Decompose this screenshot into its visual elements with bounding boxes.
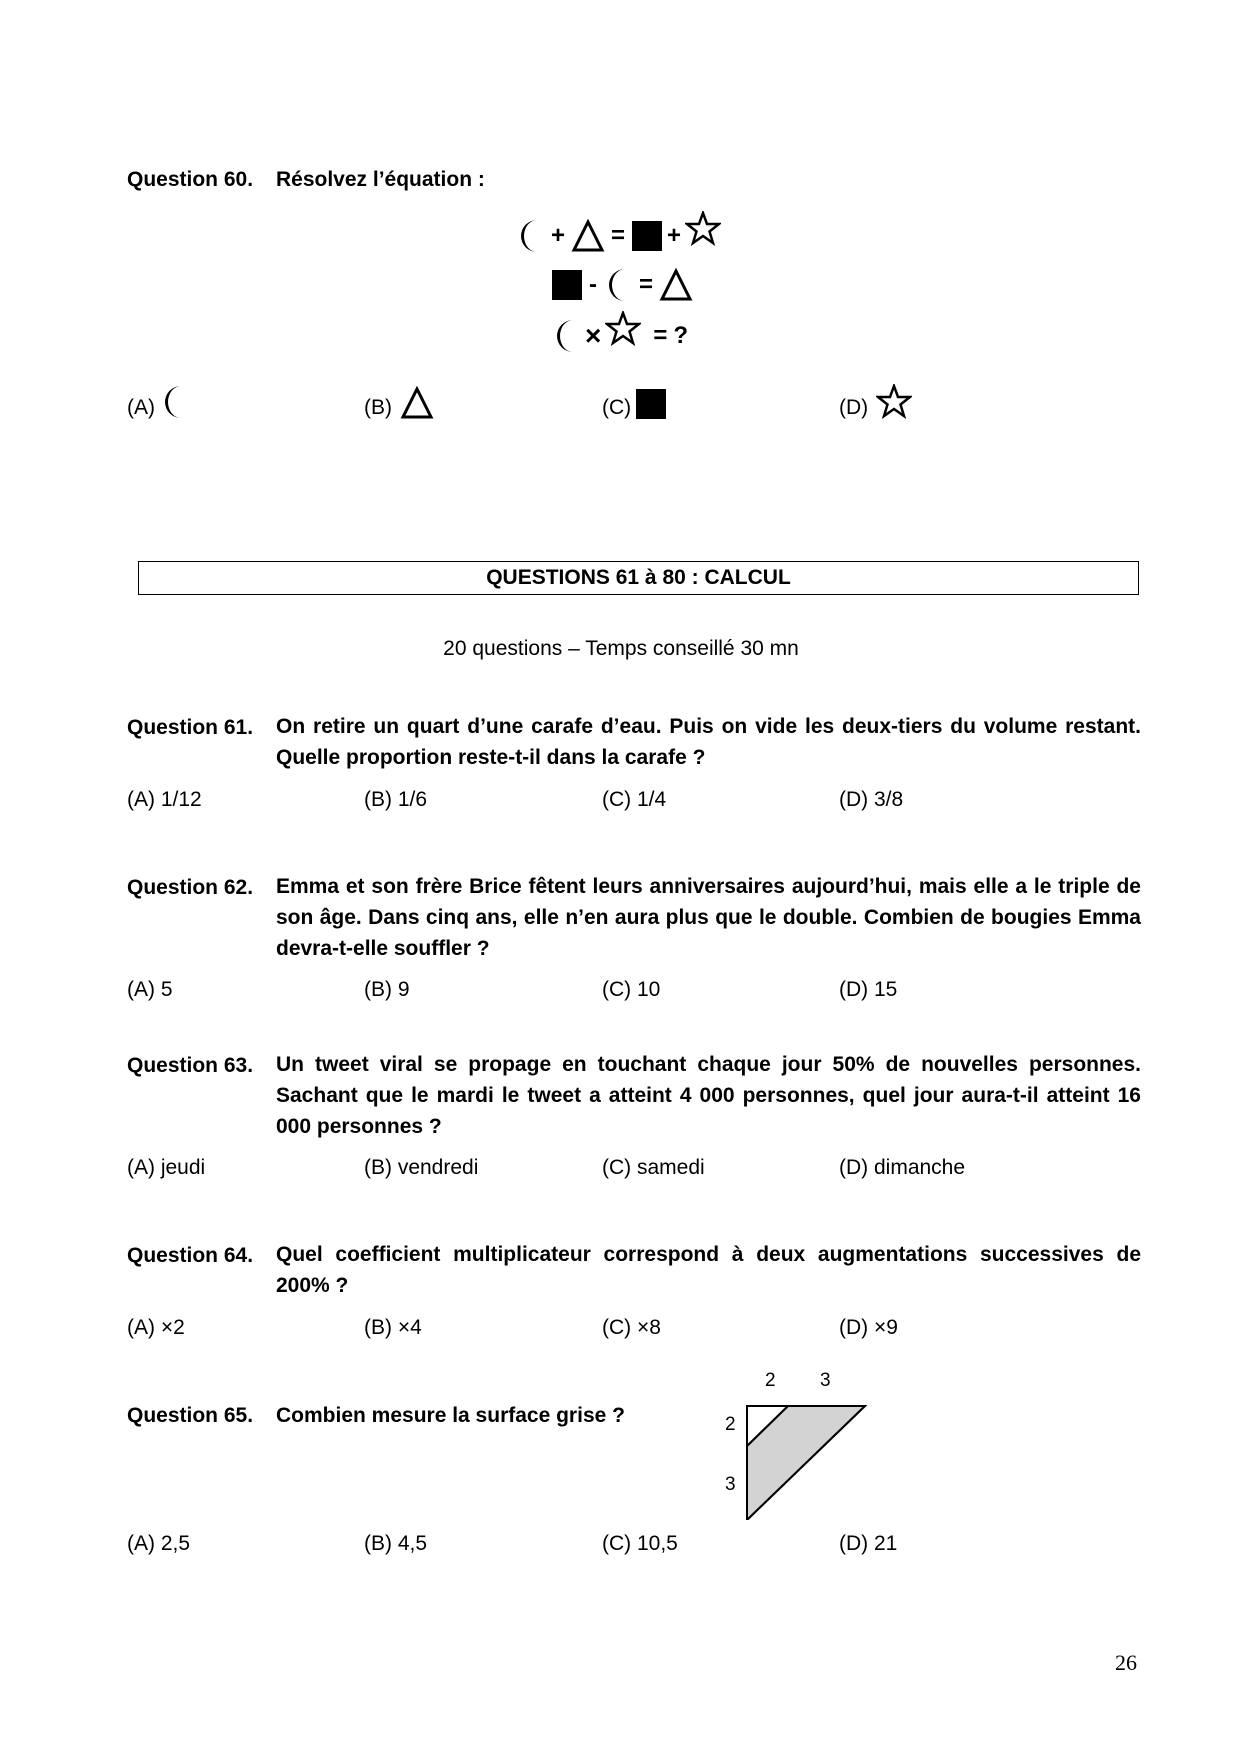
moon-icon bbox=[515, 218, 545, 254]
option-b-label: (B) bbox=[364, 396, 392, 419]
question-60-label: Question 60. bbox=[127, 168, 254, 191]
plus-operator: + bbox=[551, 222, 566, 249]
question-65-label: Question 65. bbox=[127, 1404, 254, 1427]
option-c[interactable] bbox=[602, 396, 667, 420]
triangle-icon bbox=[400, 386, 434, 420]
moon-icon bbox=[603, 267, 633, 303]
option-b[interactable]: (B) 1/6 bbox=[364, 788, 428, 811]
question-63-options bbox=[127, 1156, 1087, 1186]
triangle-icon bbox=[659, 268, 693, 302]
option-b[interactable]: (B) 9 bbox=[364, 978, 410, 1001]
question-65-text: Combien mesure la surface grise ? bbox=[276, 1404, 625, 1427]
option-b[interactable]: (B) 4,5 bbox=[364, 1532, 428, 1555]
star-icon bbox=[685, 211, 721, 247]
section-subtitle: 20 questions – Temps conseillé 30 mn bbox=[443, 637, 799, 660]
option-c[interactable]: (C) ×8 bbox=[602, 1316, 661, 1339]
question-62-text: Emma et son frère Brice fêtent leurs anniversaires aujourd’hui, mais elle a le triple de son âge. Dans cinq ans, elle n’en aura plus que le double. Combien de bougies Emma devra-t-elle souffler ? bbox=[276, 875, 1141, 960]
option-c[interactable]: (C) 10,5 bbox=[602, 1532, 678, 1555]
question-61-options bbox=[127, 788, 1087, 818]
star-icon bbox=[605, 311, 641, 347]
question-61-text: On retire un quart d’une carafe d’eau. Puis on vide les deux-tiers du volume restant. Quelle proportion reste-t-il dans la carafe ? bbox=[276, 715, 1141, 769]
option-a[interactable]: (A) 5 bbox=[127, 978, 173, 1001]
question-65-options bbox=[127, 1532, 1087, 1562]
option-d[interactable] bbox=[839, 396, 912, 420]
option-a[interactable]: (A) ×2 bbox=[127, 1316, 185, 1339]
question-60-text: Résolvez l’équation : bbox=[276, 168, 485, 191]
option-d[interactable]: (D) ×9 bbox=[839, 1316, 898, 1339]
times-operator: × bbox=[585, 320, 602, 351]
question-63-text: Un tweet viral se propage en touchant chaque jour 50% de nouvelles personnes. Sachant que le mardi le tweet a atteint 4 000 personnes, quel jour aura-t-il atteint 16 000 personnes ? bbox=[276, 1053, 1141, 1138]
plus-operator: + bbox=[667, 222, 682, 249]
minus-operator: - bbox=[589, 271, 597, 298]
option-d[interactable]: (D) 21 bbox=[839, 1532, 898, 1555]
section-title: QUESTIONS 61 à 80 : CALCUL bbox=[486, 566, 791, 589]
option-d[interactable]: (D) dimanche bbox=[839, 1156, 966, 1179]
equation-line-2 bbox=[551, 267, 693, 303]
triangle-figure bbox=[715, 1370, 875, 1520]
triangle-icon bbox=[571, 219, 605, 253]
question-61-label: Question 61. bbox=[127, 716, 254, 739]
question-64-label: Question 64. bbox=[127, 1244, 254, 1267]
equation-line-1 bbox=[515, 218, 721, 254]
moon-icon bbox=[159, 384, 189, 420]
option-b[interactable]: (B) ×4 bbox=[364, 1316, 422, 1339]
option-c[interactable]: (C) 1/4 bbox=[602, 788, 667, 811]
option-d[interactable]: (D) 15 bbox=[839, 978, 898, 1001]
moon-icon bbox=[551, 318, 581, 354]
option-a[interactable]: (A) 2,5 bbox=[127, 1532, 191, 1555]
side-bottom-length-label: 3 bbox=[725, 1474, 736, 1495]
section-title-box bbox=[138, 561, 1139, 595]
equation-line-3 bbox=[551, 318, 688, 354]
question-62-label: Question 62. bbox=[127, 876, 254, 899]
question-62-options bbox=[127, 978, 1087, 1008]
question-mark: ? bbox=[673, 322, 689, 349]
option-a[interactable] bbox=[127, 396, 189, 420]
star-icon bbox=[876, 384, 912, 420]
option-b[interactable]: (B) vendredi bbox=[364, 1156, 479, 1179]
equals-operator: = bbox=[611, 222, 626, 249]
top-left-length-label: 2 bbox=[765, 1370, 776, 1391]
square-icon bbox=[551, 269, 583, 301]
square-icon bbox=[631, 220, 663, 252]
equals-operator: = bbox=[653, 322, 668, 349]
question-60-options bbox=[127, 396, 1087, 426]
page-number: 26 bbox=[1115, 1650, 1137, 1675]
gray-area-figure bbox=[715, 1370, 875, 1520]
side-top-length-label: 2 bbox=[725, 1414, 736, 1435]
top-right-length-label: 3 bbox=[820, 1370, 831, 1391]
question-64-options bbox=[127, 1316, 1087, 1346]
option-d-label: (D) bbox=[839, 396, 869, 419]
option-b[interactable] bbox=[364, 396, 434, 420]
option-a[interactable]: (A) 1/12 bbox=[127, 788, 202, 811]
question-64-text: Quel coefficient multiplicateur correspond à deux augmentations successives de 200% ? bbox=[276, 1243, 1141, 1297]
square-icon bbox=[635, 388, 667, 420]
option-a[interactable]: (A) jeudi bbox=[127, 1156, 206, 1179]
question-63-label: Question 63. bbox=[127, 1054, 254, 1077]
option-c[interactable]: (C) 10 bbox=[602, 978, 661, 1001]
option-a-label: (A) bbox=[127, 396, 155, 419]
option-c[interactable]: (C) samedi bbox=[602, 1156, 705, 1179]
option-d[interactable]: (D) 3/8 bbox=[839, 788, 904, 811]
option-c-label: (C) bbox=[602, 396, 632, 419]
equals-operator: = bbox=[639, 271, 654, 298]
